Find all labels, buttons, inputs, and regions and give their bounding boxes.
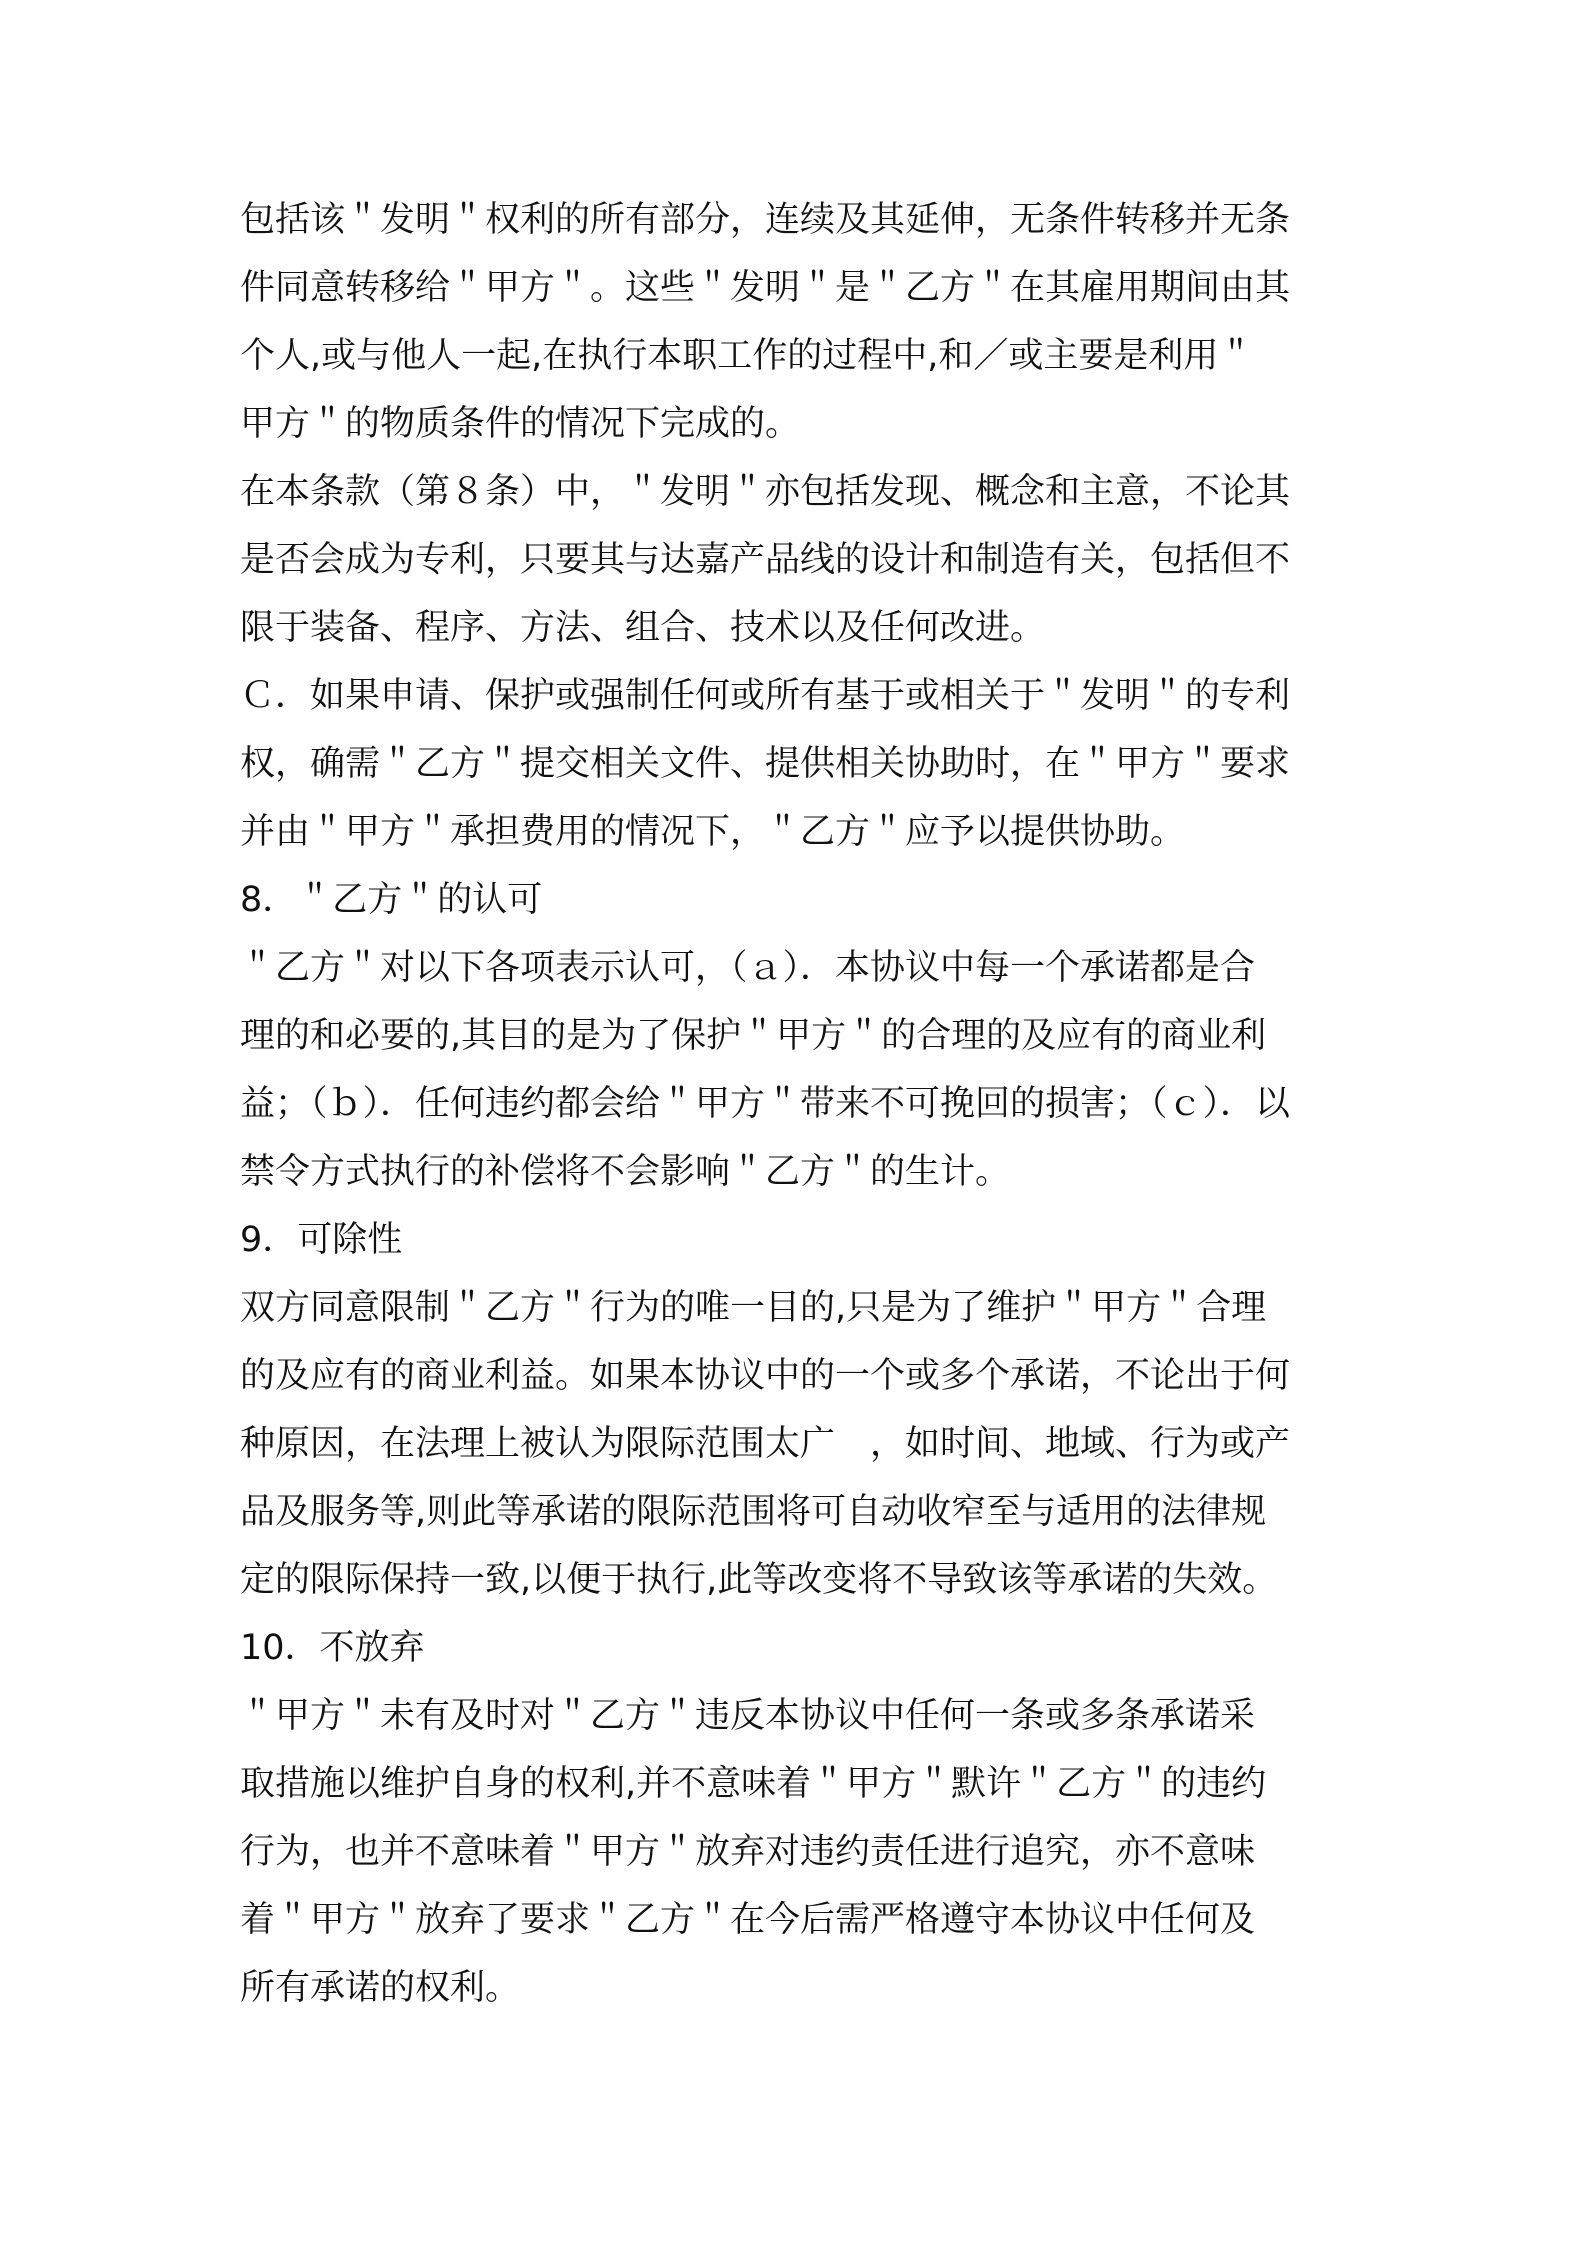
text-line: Ｃ．如果申请、保护或强制任何或所有基于或相关于＂发明＂的专利 (240, 676, 1291, 716)
text-line: 的及应有的商业利益。如果本协议中的一个或多个承诺，不论出于何 (240, 1356, 1291, 1396)
text-line: 是否会成为专利，只要其与达嘉产品线的设计和制造有关，包括但不 (240, 540, 1291, 580)
section-heading-10: 10．不放弃 (240, 1628, 425, 1668)
text-line: 权，确需＂乙方＂提交相关文件、提供相关协助时，在＂甲方＂要求 (240, 744, 1291, 784)
text-line: 包括该＂发明＂权利的所有部分，连续及其延伸，无条件转移并无条 (240, 200, 1291, 240)
text-line: ＂甲方＂未有及时对＂乙方＂违反本协议中任何一条或多条承诺采 (240, 1696, 1256, 1736)
text-line: 益；（ｂ）．任何违约都会给＂甲方＂带来不可挽回的损害；（ｃ）．以 (240, 1084, 1291, 1124)
text-line: 并由＂甲方＂承担费用的情况下，＂乙方＂应予以提供协助。 (240, 812, 1186, 852)
text-line: 在本条款（第８条）中，＂发明＂亦包括发现、概念和主意，不论其 (240, 472, 1291, 512)
text-line: 双方同意限制＂乙方＂行为的唯一目的,只是为了维护＂甲方＂合理 (240, 1288, 1267, 1328)
text-line: 个人,或与他人一起,在执行本职工作的过程中,和／或主要是利用＂ (240, 336, 1254, 376)
document-body (240, 186, 1370, 2022)
text-line: 件同意转移给＂甲方＂。这些＂发明＂是＂乙方＂在其雇用期间由其 (240, 268, 1291, 308)
text-line: 品及服务等,则此等承诺的限际范围将可自动收窄至与适用的法律规 (240, 1492, 1267, 1532)
text-line: 所有承诺的权利。 (240, 1968, 521, 2008)
section-heading-8: 8．＂乙方＂的认可 (240, 880, 543, 920)
text-line: 理的和必要的,其目的是为了保护＂甲方＂的合理的及应有的商业利 (240, 1016, 1267, 1056)
text-line: 种原因，在法理上被认为限际范围太广 ，如时间、地域、行为或产 (240, 1424, 1291, 1464)
text-line: 行为，也并不意味着＂甲方＂放弃对违约责任进行追究，亦不意味 (240, 1832, 1256, 1872)
text-line: 定的限际保持一致,以便于执行,此等改变将不导致该等承诺的失效。 (240, 1560, 1278, 1600)
text-line: ＂乙方＂对以下各项表示认可，（ａ）．本协议中每一个承诺都是合 (240, 948, 1256, 988)
text-line: 甲方＂的物质条件的情况下完成的。 (240, 404, 801, 444)
section-heading-9: 9．可除性 (240, 1220, 403, 1260)
text-line: 取措施以维护自身的权利,并不意味着＂甲方＂默许＂乙方＂的违约 (240, 1764, 1267, 1804)
text-line: 限于装备、程序、方法、组合、技术以及任何改进。 (240, 608, 1046, 648)
text-line: 禁令方式执行的补偿将不会影响＂乙方＂的生计。 (240, 1152, 1011, 1192)
text-line: 着＂甲方＂放弃了要求＂乙方＂在今后需严格遵守本协议中任何及 (240, 1900, 1256, 1940)
